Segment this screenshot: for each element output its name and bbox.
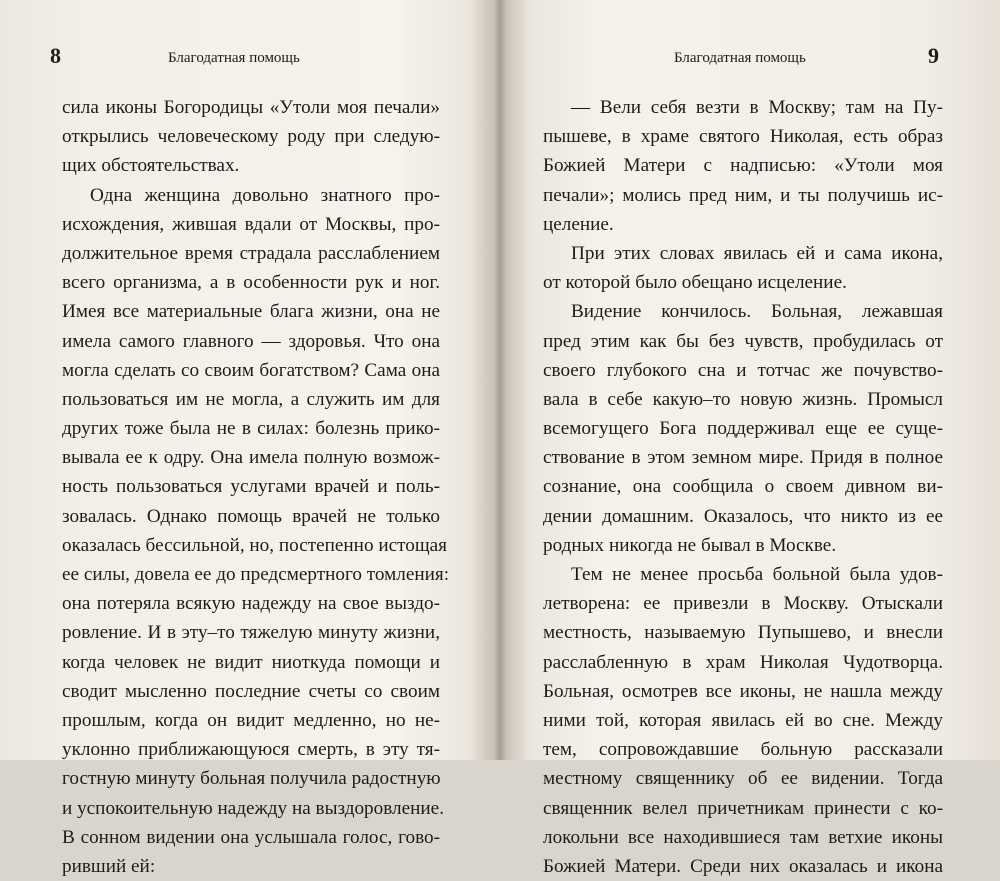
text-line: — Вели себя везти в Москву; там на Пу- bbox=[571, 97, 943, 118]
text-line: должительное время страдала расслаблением bbox=[62, 242, 440, 264]
text-line: ровление. И в эту–то тяжелую минуту жизни, bbox=[62, 622, 440, 644]
text-line: оказалась бессильной, но, постепенно истощая bbox=[62, 534, 447, 556]
text-line: Имея все материальные блага жизни, она не bbox=[62, 301, 440, 323]
text-line: других тоже была не в силах: болезнь прико- bbox=[62, 418, 440, 440]
text-line: пред этим как бы без чувств, пробудилась от bbox=[543, 330, 943, 352]
text-line: прошлым, когда он видит медленно, но не- bbox=[62, 709, 440, 731]
text-line: гостную минуту больная получила радостную bbox=[62, 768, 441, 790]
text-line: В сонном видении она услышала голос, гово- bbox=[62, 826, 440, 848]
text-line: имела самого главного — здоровья. Что она bbox=[62, 330, 440, 352]
text-line: сводит мысленно последние счеты со своим bbox=[62, 680, 440, 702]
text-line: родных никогда не бывал в Москве. bbox=[543, 534, 837, 556]
text-line: когда человек не видит ниоткуда помощи и bbox=[62, 651, 440, 673]
text-line: от которой было обещано исцеление. bbox=[543, 272, 847, 294]
text-line: исхождения, жившая вдали от Москвы, про- bbox=[62, 213, 440, 235]
text-line: могла сделать со своим богатством? Сама она bbox=[62, 359, 440, 381]
text-line: тем, сопровождавшие больную рассказали bbox=[543, 739, 943, 761]
text-line: печали»; молись пред ним, и ты получишь ис- bbox=[543, 184, 943, 206]
text-line: дении домашним. Оказалось, что никто из ее bbox=[543, 505, 943, 527]
text-line: расслабленную в храм Николая Чудотворца. bbox=[543, 651, 943, 673]
text-line: ними той, которая явилась ей во сне. Между bbox=[543, 709, 943, 731]
text-line: вала в себе какую–то новую жизнь. Промысл bbox=[543, 388, 943, 410]
left-page bbox=[0, 0, 500, 877]
text-line: Божией Матери с надписью: «Утоли моя bbox=[543, 155, 943, 177]
running-head: Благодатная помощь bbox=[674, 50, 806, 66]
page-number: 9 bbox=[928, 43, 939, 68]
body-text bbox=[543, 93, 943, 881]
text-line: Одна женщина довольно знатного про- bbox=[90, 184, 440, 206]
right-page bbox=[500, 0, 1000, 877]
text-line: вывала ее к одру. Она имела полную возмож- bbox=[62, 447, 440, 469]
text-line: Божией Матери. Среди них оказалась и икона bbox=[543, 855, 943, 877]
text-line: ривший ей: bbox=[62, 855, 156, 877]
text-line: пышеве, в храме святого Николая, есть образ bbox=[543, 126, 943, 148]
text-line: зовалась. Однако помощь врачей не только bbox=[62, 505, 440, 527]
text-line: Больная, осмотрев все иконы, не нашла между bbox=[543, 680, 943, 702]
text-line: и успокоительную надежду на выздоровление. bbox=[62, 797, 444, 819]
text-line: она потеряла всякую надежду на свое выздо- bbox=[62, 593, 440, 615]
text-line: ность пользоваться услугами врачей и поль- bbox=[62, 476, 440, 498]
text-line: щих обстоятельствах. bbox=[62, 155, 240, 177]
page-number: 8 bbox=[50, 43, 61, 68]
text-line: своего глубокого сна и тотчас же почувство- bbox=[543, 359, 943, 381]
text-line: летворена: ее привезли в Москву. Отыскали bbox=[543, 593, 943, 615]
text-line: Видение кончилось. Больная, лежавшая bbox=[571, 301, 943, 323]
text-line: ствование в этом земном мире. Придя в полное bbox=[543, 447, 943, 469]
text-line: При этих словах явилась ей и сама икона, bbox=[571, 242, 943, 264]
text-line: сознание, она сообщила о своем дивном ви- bbox=[543, 476, 943, 498]
text-line: уклонно приближающуюся смерть, в эту тя- bbox=[62, 739, 440, 761]
text-line: ее силы, довела ее до предсмертного томления: bbox=[62, 564, 450, 585]
text-line: местность, называемую Пупышево, и внесли bbox=[543, 622, 943, 644]
text-line: целение. bbox=[543, 213, 614, 235]
text-line: пользоваться им не могла, а служить им для bbox=[62, 388, 440, 410]
text-line: священник велел причетникам принести с ко- bbox=[543, 797, 943, 819]
text-line: Тем не менее просьба больной была удов- bbox=[571, 564, 943, 585]
running-head: Благодатная помощь bbox=[168, 50, 300, 66]
text-line: локольни все находившиеся там ветхие иконы bbox=[543, 826, 943, 848]
text-line: местному священнику об ее видении. Тогда bbox=[543, 768, 943, 790]
body-text bbox=[62, 93, 450, 881]
text-line: всего организма, а в особенности рук и ног. bbox=[62, 272, 440, 294]
text-line: открылись человеческому роду при следую- bbox=[62, 126, 440, 148]
text-line: сила иконы Богородицы «Утоли моя печали» bbox=[62, 97, 440, 118]
text-line: всемогущего Бога поддерживал еще ее суще- bbox=[543, 418, 943, 440]
